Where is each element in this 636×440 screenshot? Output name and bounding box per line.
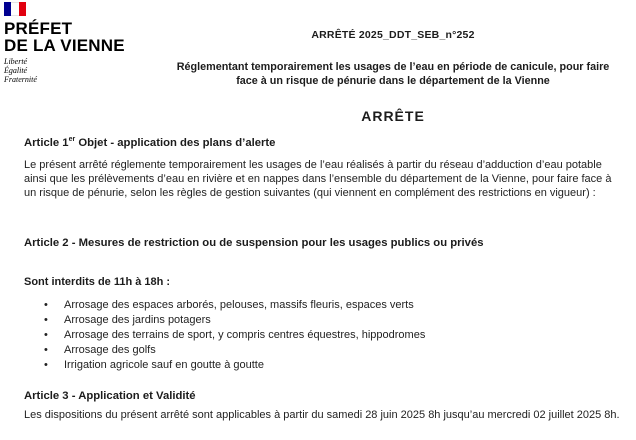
article-1-body: Le présent arrêté réglemente temporairement les usages de l’eau réalisés à partir du réseau d’adduction d’eau potable ainsi que les prélèvements d’eau en rivière et en nappes dans l’ensemble du département de la Vienne, pour faire face à un risque de pénurie, selon les règles de gestion suivantes (qui viennent en complément des restrictions en vigueur) : xyxy=(24,159,612,199)
subject-line-1: Réglementant temporairement les usages de l’eau en période de canicule, pour faire xyxy=(176,61,610,73)
motto-fraternite: Fraternité xyxy=(4,75,37,84)
arrete-heading: ARRÊTE xyxy=(361,108,425,124)
article-1-prefix: Article 1 xyxy=(24,137,69,149)
prefecture-logo xyxy=(4,2,134,84)
logo-vienne: DE LA VIENNE xyxy=(4,36,125,55)
subject-line-2: face à un risque de pénurie dans le département de la Vienne xyxy=(236,75,550,87)
article-1-sup: er xyxy=(68,136,76,144)
logo-prefet: PRÉFET xyxy=(4,19,73,38)
motto-liberte: Liberté xyxy=(4,57,28,66)
republic-motto xyxy=(4,57,134,84)
list-item: • Arrosage des jardins potagers xyxy=(44,313,425,328)
list-item: • Arrosage des terrains de sport, y compris centres équestres, hippodromes xyxy=(44,328,425,343)
article-1-rest: Objet - application des plans d’alerte xyxy=(75,137,276,149)
french-flag-icon xyxy=(4,2,26,16)
decree-subject xyxy=(150,60,636,88)
article-2-title: Article 2 - Mesures de restriction ou de suspension pour les usages publics ou privés xyxy=(24,237,484,249)
restriction-list xyxy=(44,298,425,373)
article-3-body: Les dispositions du présent arrêté sont applicables à partir du samedi 28 juin 2025 8h jusqu’au mercredi 02 juillet 2025 8h. xyxy=(24,409,620,421)
list-item: • Irrigation agricole sauf en goutte à goutte xyxy=(44,358,425,373)
article-2-subtitle: Sont interdits de 11h à 18h : xyxy=(24,276,171,288)
decree-reference: ARRÊTÉ 2025_DDT_SEB_n°252 xyxy=(311,29,475,41)
list-item: • Arrosage des golfs xyxy=(44,343,425,358)
article-1-title xyxy=(24,137,624,149)
article-3-title: Article 3 - Application et Validité xyxy=(24,390,196,402)
list-item: • Arrosage des espaces arborés, pelouses, massifs fleuris, espaces verts xyxy=(44,298,425,313)
motto-egalite: Égalité xyxy=(4,66,28,75)
